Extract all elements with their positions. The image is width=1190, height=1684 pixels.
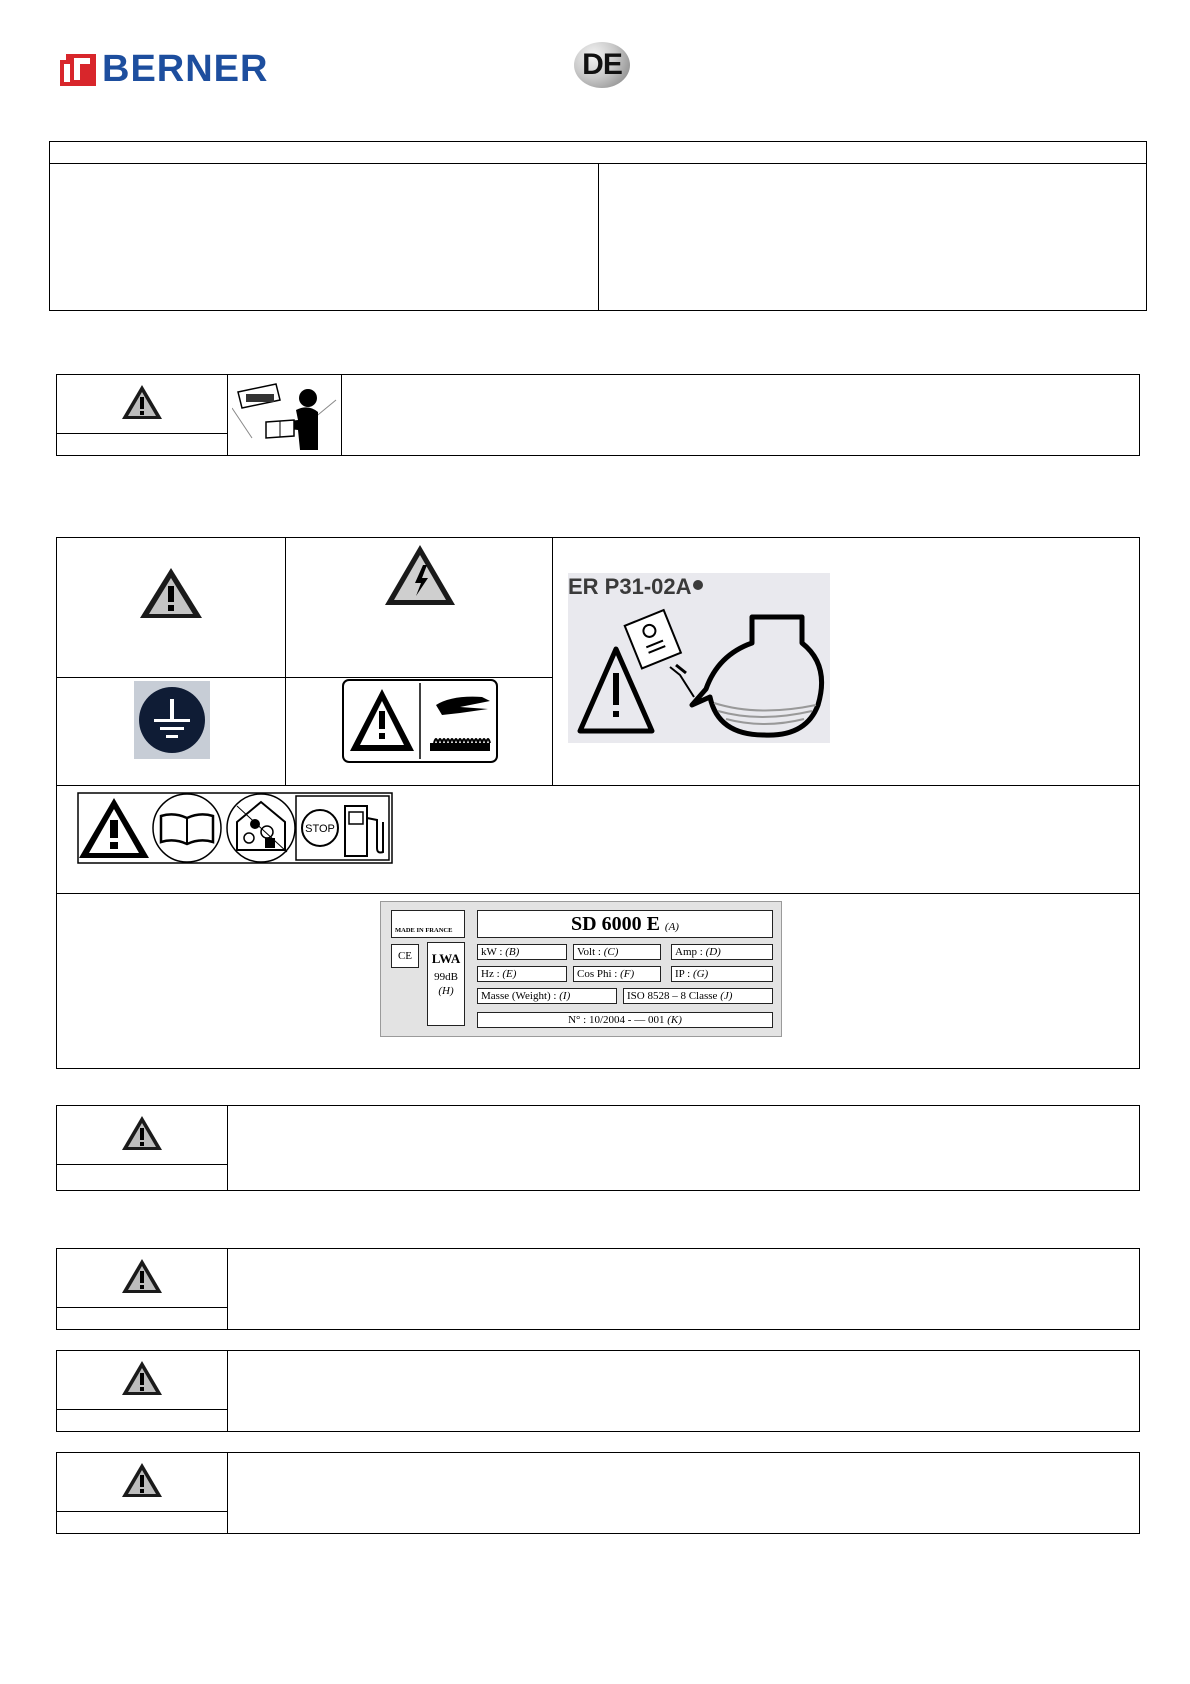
safety-instructions-strip [77,792,393,864]
iso-class-field: ISO 8528 – 8 Classe (J) [623,988,773,1004]
header-table-column-divider [598,163,599,311]
cos-phi-field: Cos Phi : (F) [573,966,661,982]
hot-surface-warning-icon [342,679,498,763]
ip-field: IP : (G) [671,966,773,982]
warning-row-5 [56,1452,1140,1534]
made-in-label: MADE IN FRANCE [391,910,465,938]
noise-level-box: LWA 99dB (H) [427,942,465,1026]
model-name: SD 6000 E (A) [477,910,773,938]
bullet-dot-icon [693,580,703,590]
warning-row-4 [56,1350,1140,1432]
brand-name: BERNER [102,48,269,90]
serial-number-field: N° : 10/2004 - — 001 (K) [477,1012,773,1028]
hz-field: Hz : (E) [477,966,567,982]
electrical-hazard-icon [383,543,457,607]
warning-row-3 [56,1248,1140,1330]
stop-label: STOP [305,823,335,835]
amp-field: Amp : (D) [671,944,773,960]
warning-triangle-icon [120,383,164,421]
read-manual-pictogram-icon [232,378,338,452]
warning-row-read-manual [56,374,1140,456]
language-label: DE [582,48,622,81]
ground-earth-icon [134,681,210,759]
warning-triangle-icon [120,1461,164,1499]
warning-triangle-icon [120,1257,164,1295]
ce-mark: CE [391,944,419,968]
volt-field: Volt : (C) [573,944,661,960]
warning-row-2 [56,1105,1140,1191]
warning-triangle-icon [120,1359,164,1397]
kw-field: kW : (B) [477,944,567,960]
brand-mark-icon [60,54,96,86]
rating-plate [380,901,782,1037]
er-code-label: ER P31-02A [568,574,692,599]
oil-can-engine-icon [568,605,830,743]
language-badge [574,42,630,88]
warning-triangle-icon [120,1114,164,1152]
weight-field: Masse (Weight) : (I) [477,988,617,1004]
general-warning-icon [138,566,204,620]
